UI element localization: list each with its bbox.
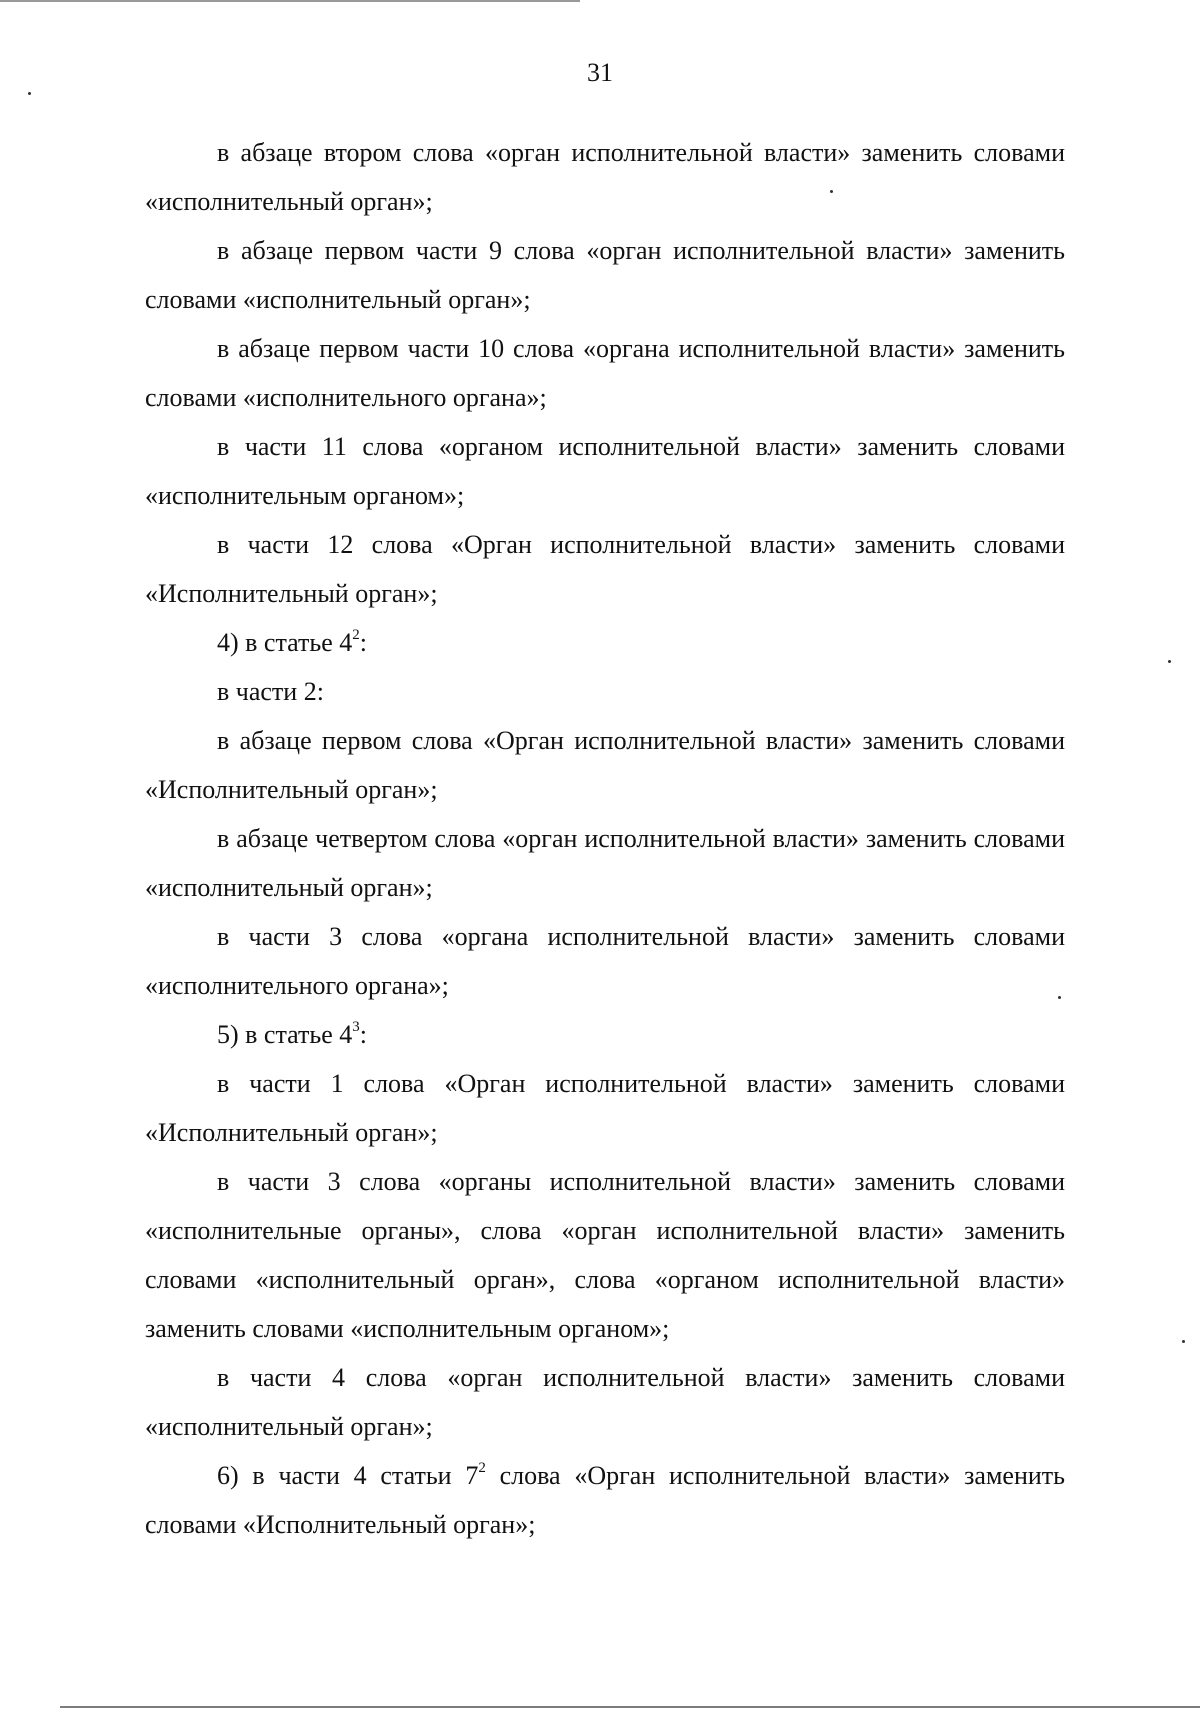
scan-speck <box>1182 1340 1185 1343</box>
item-text: 6) в части 4 статьи 7 <box>217 1461 479 1490</box>
superscript: 2 <box>352 627 360 644</box>
paragraph: в абзаце первом части 9 слова «орган исполнительной власти» заменить словами «исполнительный орган»; <box>145 236 1065 314</box>
paragraph: в части 1 слова «Орган исполнительной власти» заменить словами «Исполнительный орган»; <box>145 1069 1065 1147</box>
scan-edge-bottom <box>60 1706 1200 1708</box>
document-body <box>145 128 1065 1549</box>
paragraph: в части 4 слова «орган исполнительной власти» заменить словами «исполнительный орган»; <box>145 1363 1065 1441</box>
paragraph-item-6 <box>145 1451 1065 1549</box>
paragraph: в части 11 слова «органом исполнительной власти» заменить словами «исполнительным органом»; <box>145 432 1065 510</box>
paragraph: в абзаце четвертом слова «орган исполнительной власти» заменить словами «исполнительный орган»; <box>145 824 1065 902</box>
paragraph: в части 3 слова «органа исполнительной власти» заменить словами «исполнительного органа»; <box>145 922 1065 1000</box>
paragraph: в абзаце втором слова «орган исполнительной власти» заменить словами «исполнительный орган»; <box>145 138 1065 216</box>
item-text-suffix: слова «Орган исполнительной власти» заменить словами «Исполнительный орган»; <box>145 1461 1066 1539</box>
item-text: 4) в статье 4 <box>217 628 353 657</box>
paragraph-item-4 <box>145 618 1065 667</box>
item-text-suffix: : <box>359 628 368 657</box>
superscript: 3 <box>352 1019 360 1036</box>
scan-speck <box>28 92 31 95</box>
paragraph: в части 2: <box>217 677 324 706</box>
scan-speck <box>1168 660 1171 663</box>
scan-edge-top <box>0 0 580 2</box>
scan-speck <box>1058 996 1061 999</box>
superscript: 2 <box>478 1460 486 1477</box>
item-text-suffix: : <box>359 1020 368 1049</box>
paragraph-item-5 <box>145 1010 1065 1059</box>
paragraph: в абзаце первом части 10 слова «органа исполнительной власти» заменить словами «исполнительного органа»; <box>145 334 1065 412</box>
paragraph: в абзаце первом слова «Орган исполнительной власти» заменить словами «Исполнительный орган»; <box>145 726 1065 804</box>
item-text: 5) в статье 4 <box>217 1020 353 1049</box>
paragraph: в части 12 слова «Орган исполнительной власти» заменить словами «Исполнительный орган»; <box>145 530 1065 608</box>
paragraph: в части 3 слова «органы исполнительной власти» заменить словами «исполнительные органы», слова «орган исполнительной власти» заменить словами «исполнительный орган», слова «органом исполнительной власти» заменить словами «исполнительным органом»; <box>145 1167 1065 1343</box>
page-number: 31 <box>587 58 613 87</box>
scan-speck <box>830 190 833 193</box>
